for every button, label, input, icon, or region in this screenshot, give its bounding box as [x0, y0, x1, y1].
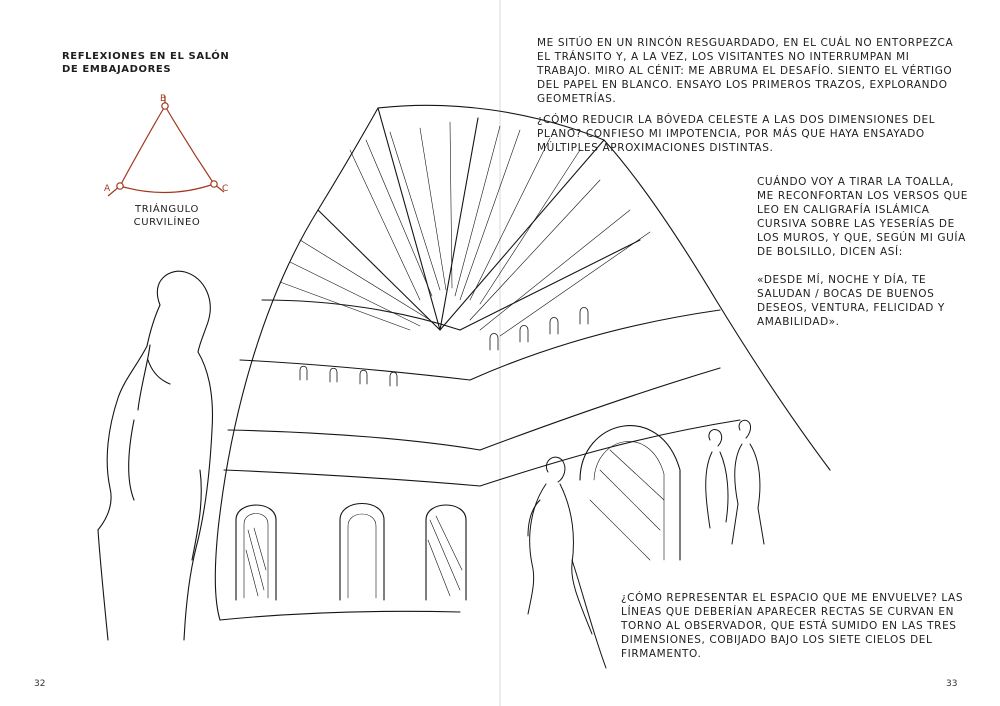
- paragraph-verses: «DESDE MÍ, NOCHE Y DÍA, TE SALUDAN / BOCAS DE BUENOS DESEOS, VENTURA, FELICIDAD Y AMABILIDAD».: [757, 274, 945, 328]
- paragraph-question-vault: ¿CÓMO REDUCIR LA BÓVEDA CELESTE A LAS DOS DIMENSIONES DEL PLANO? CONFIESO MI IMPOTENCIA, POR MÁS QUE HAYA ENSAYADO MÚLTIPLES APROXIMACIONES DISTINTAS.: [537, 114, 936, 154]
- paragraph-calligraphy: CUÁNDO VOY A TIRAR LA TOALLA, ME RECONFORTAN LOS VERSOS QUE LEO EN CALIGRAFÍA ISLÁMICA CURSIVA SOBRE LAS YESERÍAS DE LOS MUROS, Y QUE, SEGÚN MI GUÍA DE BOLSILLO, DICEN ASÍ:: [757, 176, 968, 258]
- page-title: REFLEXIONES EN EL SALÓN DE EMBAJADORES: [62, 51, 230, 75]
- triangle-caption: TRIÁNGULO CURVILÍNEO: [133, 204, 201, 228]
- vertex-a-label: A: [104, 184, 111, 194]
- vertex-b-label: B: [160, 94, 167, 104]
- page-number-right: 33: [946, 679, 958, 689]
- vertex-c-label: C: [222, 184, 229, 194]
- page-number-left: 32: [34, 679, 46, 689]
- paragraph-intro: ME SITÚO EN UN RINCÓN RESGUARDADO, EN EL CUÁL NO ENTORPEZCA EL TRÁNSITO Y, A LA VEZ, LOS VISITANTES NO INTERRUMPAN MI TRABAJO. MIRO AL CÉNIT: ME ABRUMA EL DESAFÍO. SIENTO EL VÉRTIGO DEL PAPEL EN BLANCO. ENSAYO LOS PRIMEROS TRAZOS, EXPLORANDO GEOMETRÍAS.: [537, 37, 954, 105]
- paragraph-question-space: ¿CÓMO REPRESENTAR EL ESPACIO QUE ME ENVUELVE? LAS LÍNEAS QUE DEBERÍAN APARECER RECTAS SE CURVAN EN TORNO AL OBSERVADOR, QUE ESTÁ SUMIDO EN LAS TRES DIMENSIONES, COBIJADO BAJO LOS SIETE CIELOS DEL FIRMAMENTO.: [621, 592, 964, 660]
